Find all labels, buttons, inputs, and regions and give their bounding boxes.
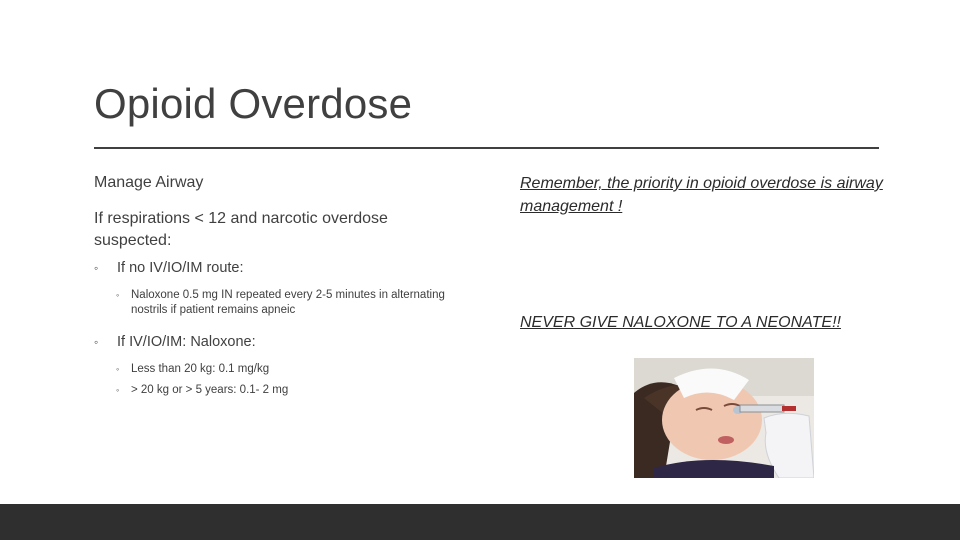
respirations-text: If respirations < 12 and narcotic overdose suspected: bbox=[94, 210, 388, 249]
bullet-marker: ◦ bbox=[94, 335, 99, 349]
bullet-marker: ◦ bbox=[116, 290, 120, 300]
dose-over-20kg-text: > 20 kg or > 5 years: 0.1- 2 mg bbox=[131, 384, 289, 396]
right-content bbox=[520, 172, 890, 218]
airway-priority-note: Remember, the priority in opioid overdose is airway management ! bbox=[520, 175, 883, 215]
bullet-marker: ◦ bbox=[116, 364, 120, 374]
neonate-warning: NEVER GIVE NALOXONE TO A NEONATE!! bbox=[520, 314, 841, 331]
bullet-marker: ◦ bbox=[116, 385, 120, 395]
iv-route-label: If IV/IO/IM: Naloxone: bbox=[117, 334, 256, 350]
dose-over-20kg-item bbox=[94, 383, 464, 398]
iv-route-item bbox=[94, 332, 464, 352]
bullet-marker: ◦ bbox=[94, 261, 99, 275]
naloxone-in-item bbox=[94, 288, 464, 318]
dose-under-20kg-item bbox=[94, 362, 464, 377]
dose-under-20kg-text: Less than 20 kg: 0.1 mg/kg bbox=[131, 363, 270, 375]
slide-title: Opioid Overdose bbox=[94, 80, 413, 127]
manage-airway-text: Manage Airway bbox=[94, 174, 204, 191]
no-iv-route-item bbox=[94, 258, 464, 278]
title-divider bbox=[94, 147, 879, 149]
left-content bbox=[94, 172, 464, 404]
footer-bar bbox=[0, 504, 960, 540]
naloxone-in-text: Naloxone 0.5 mg IN repeated every 2-5 minutes in alternating nostrils if patient remains apneic bbox=[131, 289, 445, 316]
no-iv-route-label: If no IV/IO/IM route: bbox=[117, 260, 244, 276]
naloxone-administration-photo bbox=[634, 358, 814, 478]
